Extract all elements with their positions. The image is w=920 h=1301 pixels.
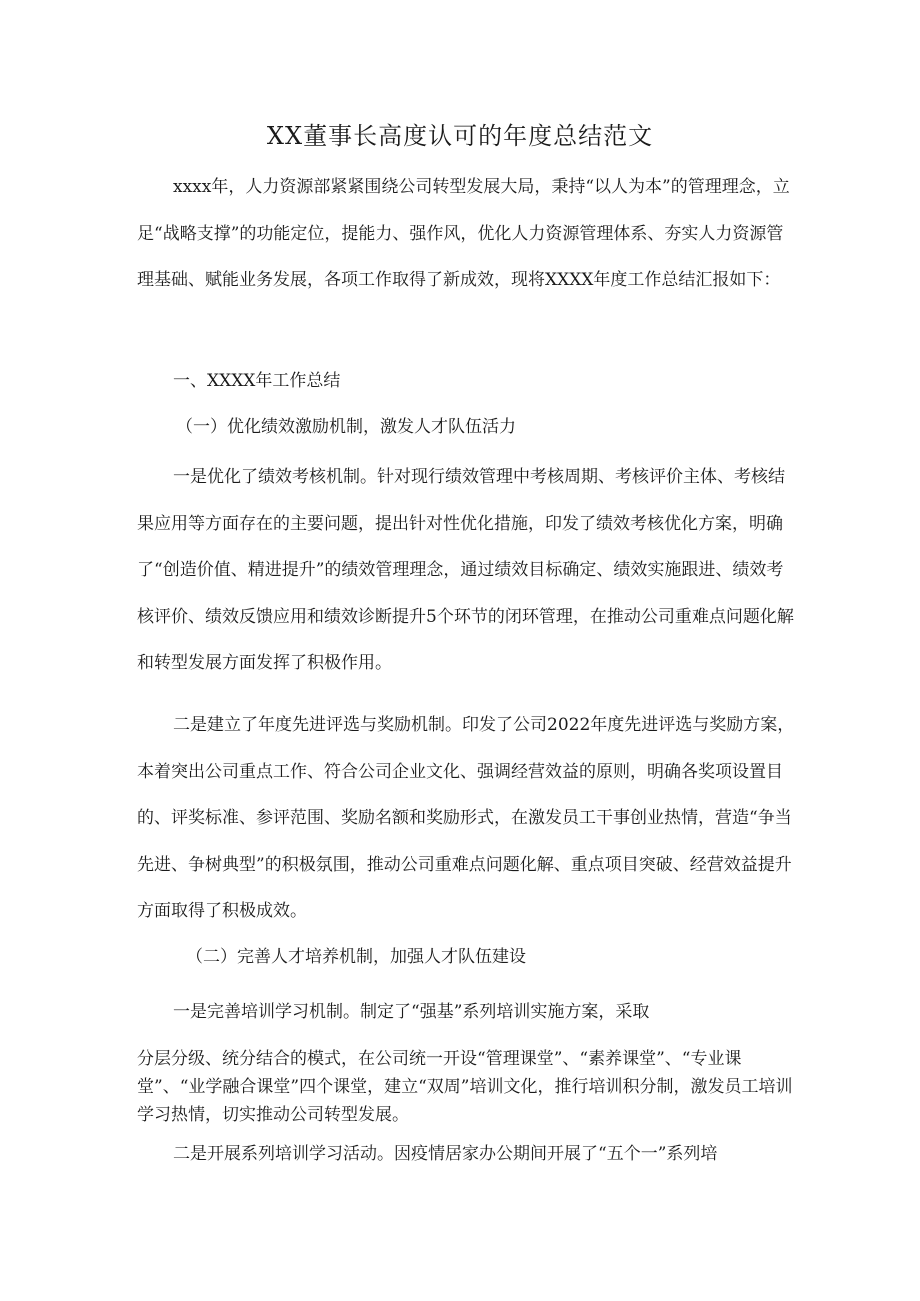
section-heading: 一、XXXX年工作总结 xyxy=(173,371,341,391)
intro-paragraph: xxxx年，人力资源部紧紧围绕公司转型发展大局，秉持“以人为本”的管理理念，立足“战略支撑”的功能定位，提能力、强作风，优化人力资源管理体系、夯实人力资源管理基础、赋能业务发展，各项工作取得了新成效，现将XXXX年度工作总结汇报如下： xyxy=(137,177,790,290)
document-title: XX董事长高度认可的年度总结范文 xyxy=(266,122,654,150)
paragraph-performance-review: 一是优化了绩效考核机制。针对现行绩效管理中考核周期、考核评价主体、考核结果应用等方面存在的主要问题，提出针对性优化措施，印发了绩效考核优化方案，明确了“创造价值、精进提升”的绩效管理理念，通过绩效目标确定、绩效实施跟进、绩效考核评价、绩效反馈应用和绩效诊断提升5个环节的闭环管理，在推动公司重难点问题化解和转型发展方面发挥了积极作用。 xyxy=(137,467,794,673)
subsection-heading-2: （二）完善人才培养机制，加强人才队伍建设 xyxy=(186,947,526,967)
paragraph-training-activities: 二是开展系列培训学习活动。因疫情居家办公期间开展了“五个一”系列培 xyxy=(173,1144,718,1164)
paragraph-training-first-line: 一是完善培训学习机制。制定了“强基”系列培训实施方案，采取 xyxy=(173,1002,650,1022)
paragraph-annual-awards: 二是建立了年度先进评选与奖励机制。印发了公司2022年度先进评选与奖励方案，本着突出公司重点工作、符合公司企业文化、强调经营效益的原则，明确各奖项设置目的、评奖标准、参评范围、奖励名额和奖励形式，在激发员工干事创业热情，营造“争当先进、争树典型”的积极氛围，推动公司重难点问题化解、重点项目突破、经营效益提升方面取得了积极成效。 xyxy=(137,715,795,921)
subsection-heading-1: （一）优化绩效激励机制，激发人才队伍活力 xyxy=(176,417,516,437)
paragraph-training-continued: 分层分级、统分结合的模式，在公司统一开设“管理课堂”、“素养课堂”、“专业课堂”、“业学融合课堂”四个课堂，建立“双周”培训文化，推行培训积分制，激发员工培训学习热情，切实推动公司转型发展。 xyxy=(137,1049,793,1125)
